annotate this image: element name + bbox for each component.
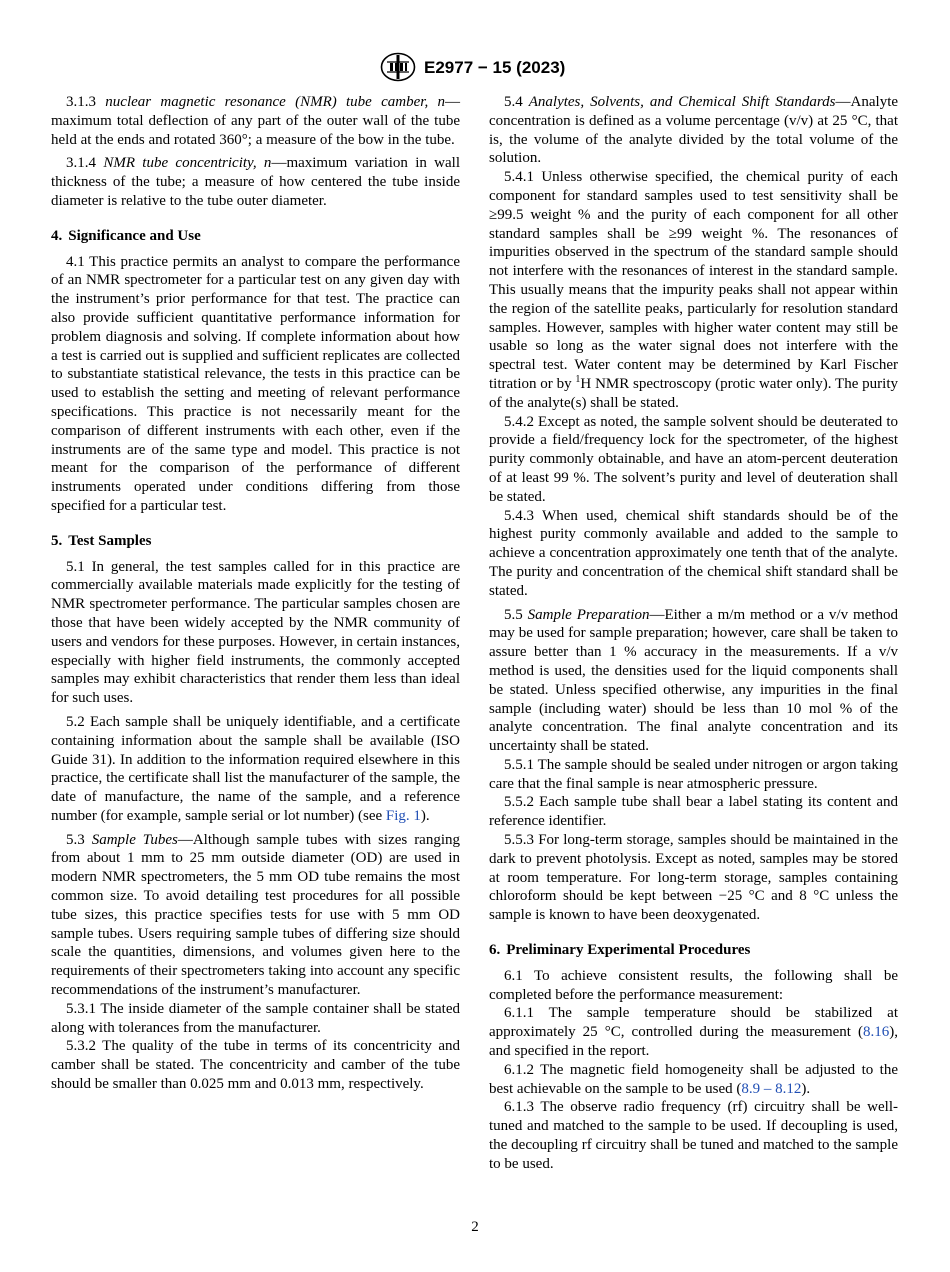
paragraph-4-1: 4.1 This practice permits an analyst to compare the performance of an NMR spectrometer for a particular test on any given day with the instrument’s prior performance for that test. The practice can also provide sufficient quantitative performance information for problem diagnosis and solving. If complete information about how a test is carried out is supplied and sufficient replicates are collected to substantiate statistical relevance, the tests in this practice can be used to establish the setting and meeting of relevant performance specifications. This practice is not necessarily meant for the comparison of different instruments with each other, even if the instruments are of the same type and model. This practice is not meant for the comparison of the performance of different instruments operated under conditions differing from those specified for a particular test. [51, 253, 460, 514]
paragraph-5-5: 5.5 Sample Preparation—Either a m/m method or a v/v method may be used for sample preparation; however, care shall be taken to assure better than 1 % accuracy in the measurements. If a v/v method is used, the densities used for the liquid components shall be stated. Unless specified otherwise, any impurities in the final sample (including water) should be less than 10 mol % of the analyte concentration. The final analyte concentration and its uncertainty shall be stated. [489, 606, 898, 755]
paragraph-5-3: 5.3 Sample Tubes—Although sample tubes with sizes ranging from about 1 mm to 25 mm outside diameter (OD) are used in modern NMR spectrometers, the 5 mm OD tube remains the most common size. To avoid detailing test procedures for all possible tube sizes, this practice specifies tests for use with 5 mm OD sample tubes. Users requiring sample tubes of differing size should scale the quantities, dimensions, and volumes given here to the requirements of their spectrometers taking into account any specific recommendations of the instrument’s manufacturer. [51, 831, 461, 999]
right-column [489, 93, 898, 1174]
paragraph-5-5-2: 5.5.2 Each sample tube shall bear a label stating its content and reference identifier. [489, 794, 898, 830]
astm-logo-icon [380, 52, 416, 82]
paragraph-5-1: 5.1 In general, the test samples called for in this practice are commercially available materials made explicitly for the testing of NMR spectrometer performance. The particular samples chosen are those that have been widely accepted by the NMR community of users and vendors for these purposes. However, in certain instances, especially with higher field instruments, the commonly accepted samples may exhibit characteristics that render them less than ideal for such uses. [51, 558, 460, 707]
section-heading-5: 5. Test Samples [51, 532, 152, 549]
paragraph-6-1: 6.1 To achieve consistent results, the following shall be completed before the performance measurement: [489, 967, 898, 1003]
section-8-16-link[interactable]: 8.16 [863, 1024, 890, 1041]
standard-designation: E2977 − 15 (2023) [424, 58, 566, 77]
page-header [0, 52, 950, 86]
paragraph-3-1-4: 3.1.4 NMR tube concentricity, n—maximum variation in wall thickness of the tube; a measure of how centered the tube inside diameter is relative to the tube outer diameter. [51, 155, 460, 209]
paragraph-6-1-1: 6.1.1 The sample temperature should be stabilized at approximately 25 °C, controlled during the measurement (8.16), and specified in the report. [489, 1005, 898, 1060]
paragraph-5-2: 5.2 Each sample shall be uniquely identifiable, and a certificate containing information about the sample shall be available (ISO Guide 31). In addition to the information required elsewhere in this practice, the certificate shall list the manufacturer of the sample, the date of manufacture, the name of the sample, and a reference number (for example, sample serial or lot number) (see Fig. 1). [51, 713, 460, 824]
paragraph-5-4-1: 5.4.1 Unless otherwise specified, the chemical purity of each component for standard samples used to test sensitivity shall be ≥99.5 weight % and the purity of each component for all other standard samples shall be ≥99 weight %. The resonances of impurities observed in the spectrum of the standard sample should not interfere with the resonances of interest in the standard sample. This usually means that the impurity peaks shall not appear within the region of the satellite peaks, particularly for resolution standard samples. However, samples with higher water content may still be usable so long as the water signal does not interfere with the spectral test. Water content may be determined by Karl Fischer titration or by $^1$H NMR spectroscopy (protic water only). The purity of the analyte(s) shall be stated. [489, 169, 898, 411]
section-8-9-8-12-link[interactable]: 8.9 – 8.12 [741, 1080, 802, 1097]
paragraph-6-1-2: 6.1.2 The magnetic field homogeneity shall be adjusted to the best achievable on the sample to be used (8.9 – 8.12). [489, 1061, 898, 1097]
page-number: 2 [471, 1219, 479, 1235]
figure-1-link[interactable]: Fig. 1 [385, 807, 421, 824]
paragraph-5-4-3: 5.4.3 When used, chemical shift standards should be of the highest purity commonly available and added to the sample to achieve a concentration approximately one tenth that of the analyte. The purity and concentration of the chemical shift standard shall be stated. [489, 507, 898, 599]
paragraph-5-4-2: 5.4.2 Except as noted, the sample solvent should be deuterated to provide a field/frequency lock for the spectrometer, of the highest purity commonly obtainable, and have an atom-percent deuteration of at least 99 %. The solvent’s purity and level of deuteration shall be stated. [489, 413, 898, 505]
left-column [51, 93, 460, 1094]
section-heading-4: 4. Significance and Use [51, 227, 201, 244]
paragraph-5-5-3: 5.5.3 For long-term storage, samples should be maintained in the dark to prevent photolysis. Except as noted, samples may be stored at room temperature. For long-term storage, samples containing chloroform should be kept between −25 °C and 8 °C unless the sample is known to have been deoxygenated. [489, 832, 898, 924]
paragraph-3-1-3: 3.1.3 nuclear magnetic resonance (NMR) tube camber, n—maximum total deflection of any part of the outer wall of the tube held at the ends and rotated 360°; a measure of the bow in the tube. [51, 94, 460, 148]
paragraph-5-5-1: 5.5.1 The sample should be sealed under nitrogen or argon taking care that the final sample is near atmospheric pressure. [489, 756, 898, 792]
paragraph-6-1-3: 6.1.3 The observe radio frequency (rf) circuitry shall be well-tuned and matched to the sample to be used. If decoupling is used, the decoupling rf circuitry shall be tuned and matched to the sample to be used. [489, 1099, 898, 1172]
paragraph-5-4: 5.4 Analytes, Solvents, and Chemical Shift Standards—Analyte concentration is defined as a volume percentage (v/v) at 25 °C, that is, the volume of the analyte divided by the total volume of the solution. [489, 94, 899, 167]
section-heading-6: 6. Preliminary Experimental Procedures [489, 942, 751, 959]
paragraph-5-3-2: 5.3.2 The quality of the tube in terms of its concentricity and camber shall be stated. The concentricity and camber of the tube should be smaller than 0.025 mm and 0.013 mm, respectively. [51, 1038, 460, 1093]
paragraph-5-3-1: 5.3.1 The inside diameter of the sample container shall be stated along with tolerances from the manufacturer. [51, 1000, 460, 1036]
